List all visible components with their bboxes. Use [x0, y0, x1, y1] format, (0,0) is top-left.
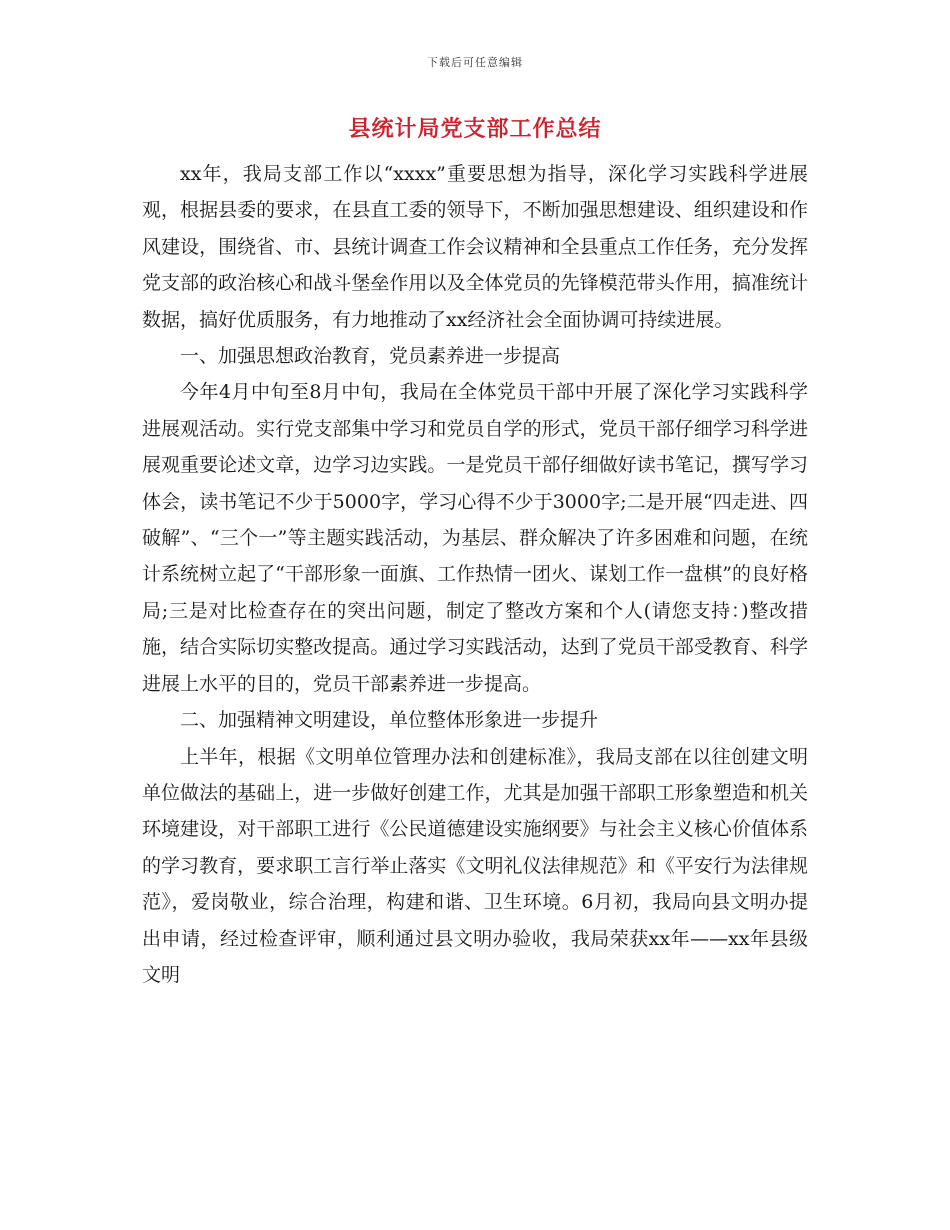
section-heading-2: 二、加强精神文明建设，单位整体形象进一步提升 [180, 709, 599, 732]
section-heading-1: 一、加强思想政治教育，党员素养进一步提高 [180, 345, 561, 368]
document-title: 县统计局党支部工作总结 [348, 116, 602, 142]
document-body [142, 156, 808, 993]
header-note: 下载后可任意编辑 [427, 56, 523, 69]
section-2-paragraph: 上半年，根据《文明单位管理办法和创建标准》，我局支部在以往创建文明单位做法的基础上，进一步做好创建工作，尤其是加强干部职工形象塑造和机关环境建设，对干部职工进行《公民道德建设实施纲要》与社会主义核心价值体系的学习教育，要求职工言行举止落实《文明礼仪法律规范》和《平安行为法律规范》，爱岗敬业，综合治理，构建和谐、卫生环境。6月初，我局向县文明办提出申请，经过检查评审，顺利通过县文明办验收，我局荣获xx年——xx年县级文明 [142, 745, 808, 986]
intro-paragraph: xx年，我局支部工作以“xxxx”重要思想为指导，深化学习实践科学进展观，根据县委的要求，在县直工委的领导下，不断加强思想建设、组织建设和作风建设，围绕省、市、县统计调查工作会议精神和全县重点工作任务，充分发挥党支部的政治核心和战斗堡垒作用以及全体党员的先锋模范带头作用，搞准统计数据，搞好优质服务，有力地推动了xx经济社会全面协调可持续进展。 [142, 163, 808, 331]
section-1-paragraph: 今年4月中旬至8月中旬，我局在全体党员干部中开展了深化学习实践科学进展观活动。实行党支部集中学习和党员自学的形式，党员干部仔细学习科学进展观重要论述文章，边学习边实践。一是党员干部仔细做好读书笔记，撰写学习体会，读书笔记不少于5000字，学习心得不少于3000字;二是开展“四走进、四破解”、“三个一”等主题实践活动，为基层、群众解决了许多困难和问题，在统计系统树立起了“干部形象一面旗、工作热情一团火、谋划工作一盘棋”的良好格局;三是对比检查存在的突出问题，制定了整改方案和个人(请您支持：)整改措施，结合实际切实整改提高。通过学习实践活动，达到了党员干部受教育、科学进展上水平的目的，党员干部素养进一步提高。 [142, 381, 808, 695]
